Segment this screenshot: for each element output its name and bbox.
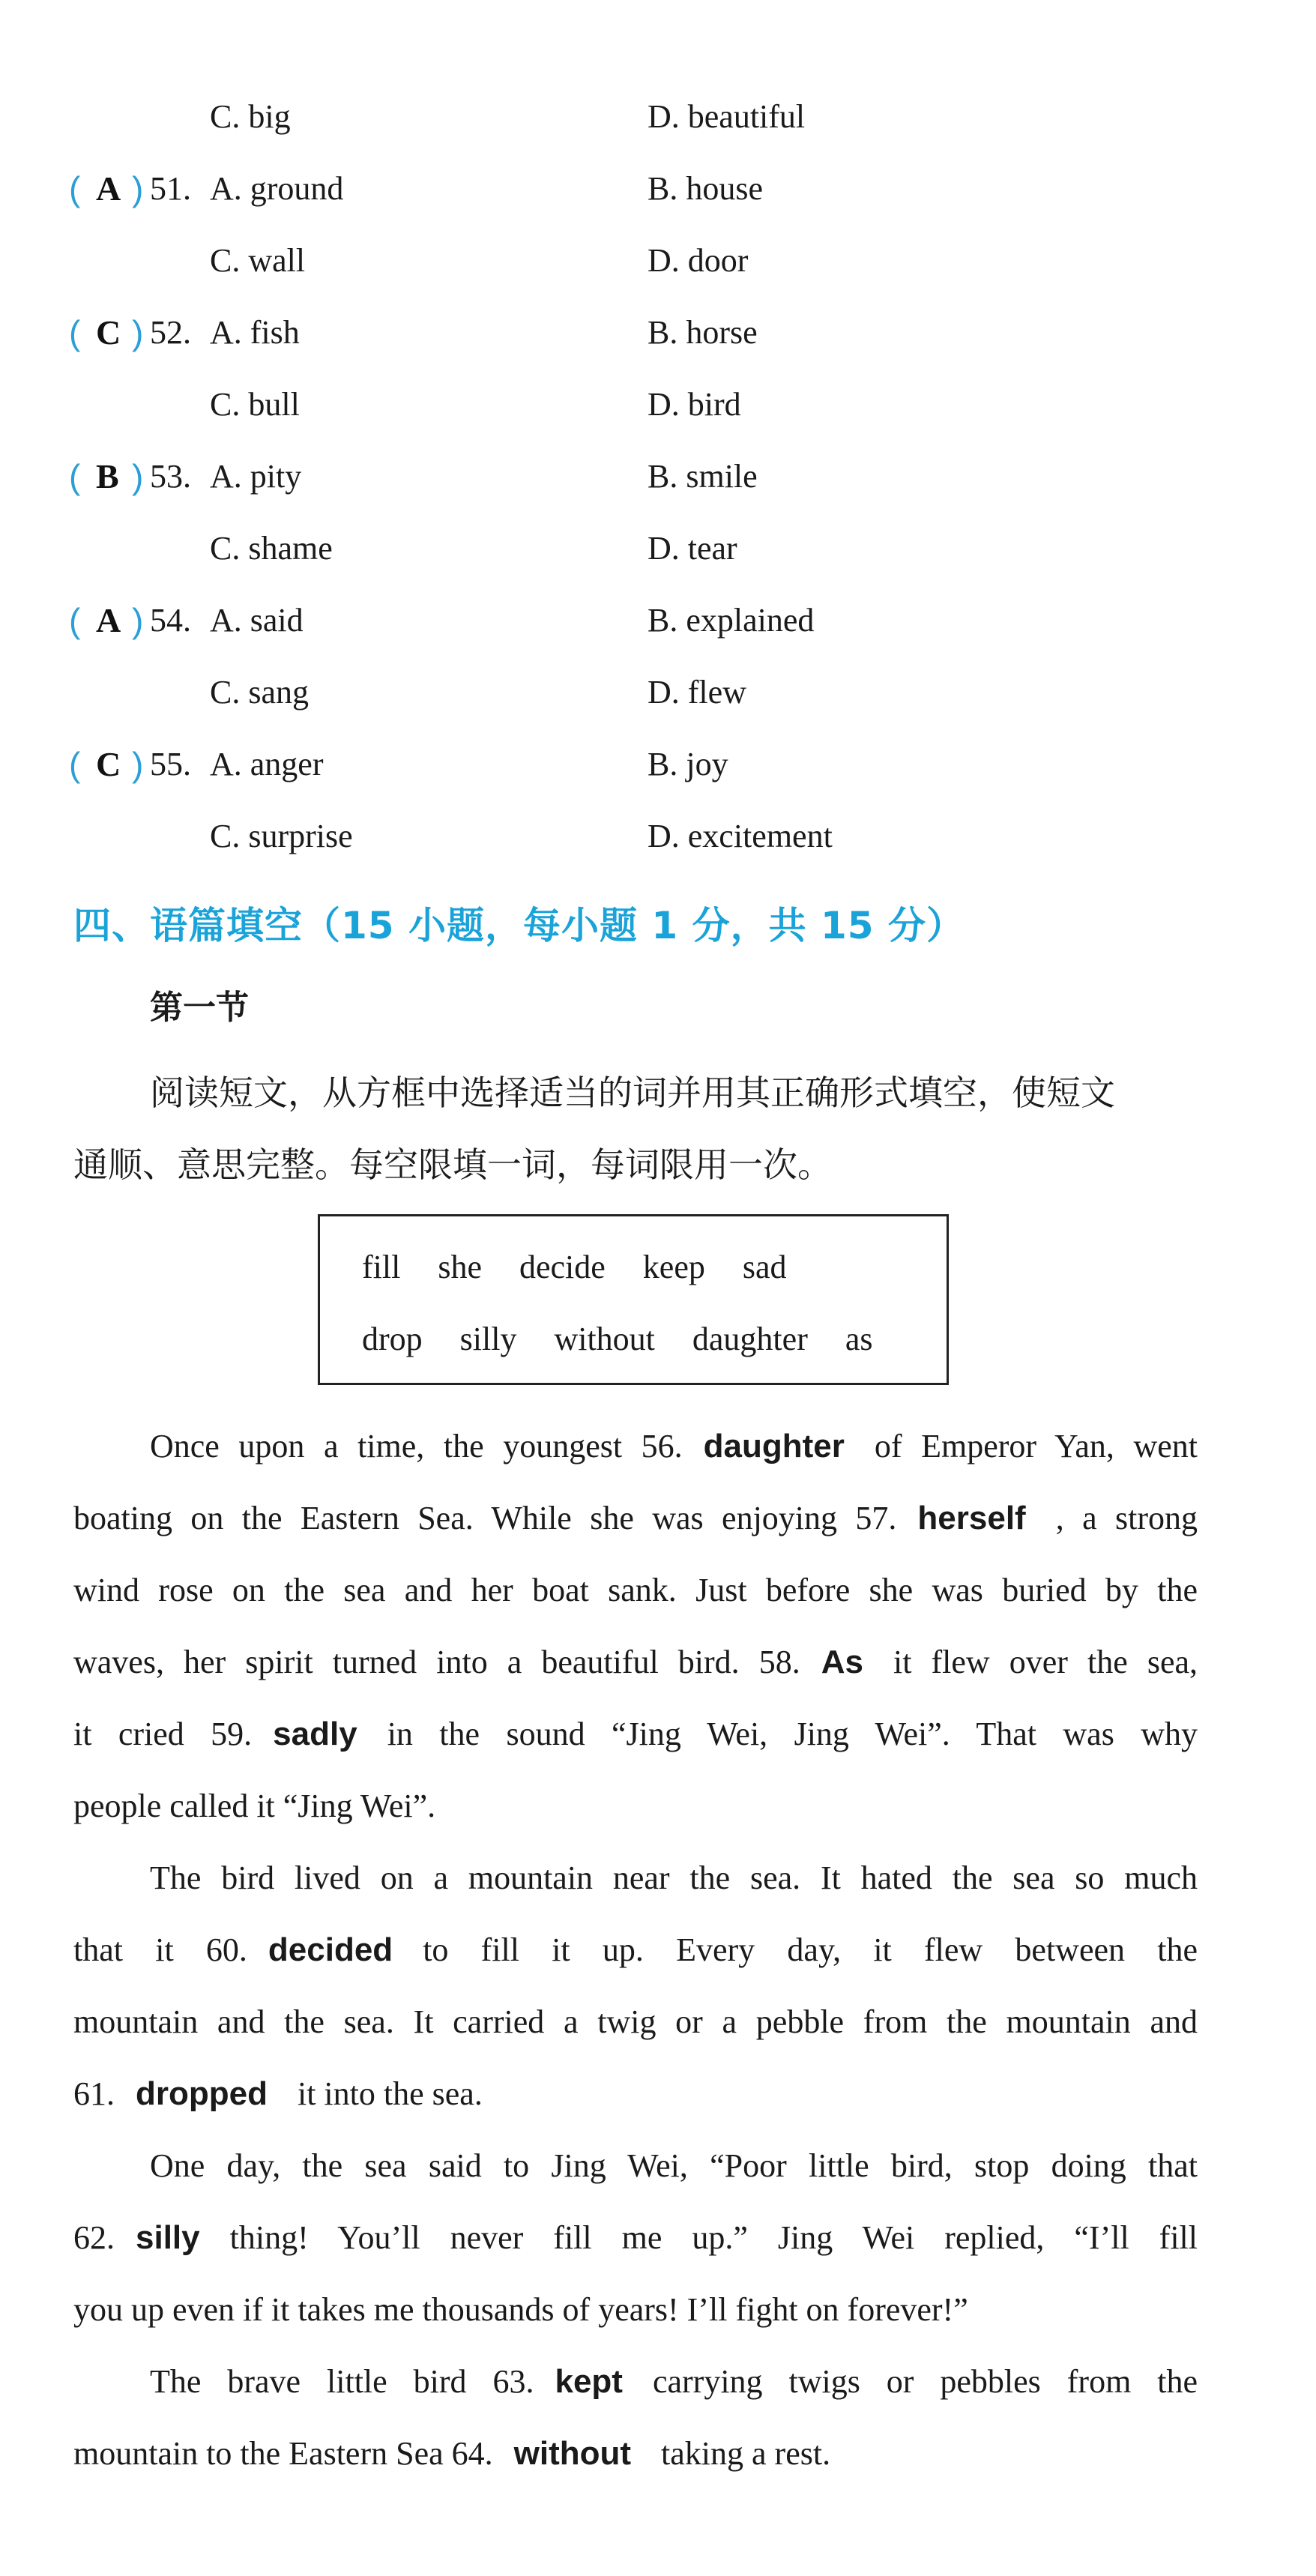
option-left: C. bull: [210, 386, 300, 423]
question-number: 53.: [150, 458, 191, 495]
passage-line: wind rose on the sea and her boat sank. Just before she was buried by the: [73, 1572, 1198, 1608]
option-left: A. said: [210, 602, 304, 639]
blank-answer: herself: [917, 1500, 1026, 1536]
mc-row: [0, 297, 1316, 369]
answer-bracket-open: (: [69, 745, 81, 784]
passage-text: , a strong: [1055, 1500, 1198, 1536]
word-box-row-1: [362, 1245, 824, 1290]
option-left: C. wall: [210, 242, 306, 279]
word-as: as: [845, 1321, 873, 1357]
passage-text: it flew over the sea,: [893, 1644, 1198, 1680]
passage-line: [73, 1914, 1198, 1986]
blank-answer: As: [821, 1644, 863, 1680]
blank-answer: without: [513, 2435, 632, 2472]
mc-row: [0, 369, 1316, 441]
mc-row: [0, 441, 1316, 513]
blank-answer: decided: [268, 1931, 393, 1968]
instruction-line-1: 阅读短文，从方框中选择适当的词并用其正确形式填空，使短文: [150, 1073, 1115, 1113]
option-right: D. beautiful: [648, 98, 806, 135]
passage-text: The brave little bird 63.: [150, 2363, 534, 2400]
passage-text: Once upon a time, the youngest 56.: [150, 1428, 683, 1465]
instruction-line-2: 通顺、意思完整。每空限填一词，每词限用一次。: [73, 1144, 832, 1185]
answer-bracket-close: ): [132, 457, 144, 496]
answer-bracket-close: ): [132, 601, 144, 640]
option-right: D. bird: [648, 386, 741, 423]
blank-answer: daughter: [703, 1428, 845, 1465]
blank-answer: sadly: [273, 1716, 357, 1752]
passage-line: The bird lived on a mountain near the sea. It hated the sea so much: [150, 1859, 1198, 1896]
word-without: without: [554, 1321, 655, 1357]
answer-bracket-open: (: [69, 169, 81, 208]
passage-text: of Emperor Yan, went: [874, 1428, 1198, 1465]
passage-line: One day, the sea said to Jing Wei, “Poor little bird, stop doing that: [150, 2147, 1198, 2184]
option-left: A. pity: [210, 458, 302, 495]
mc-row: [0, 657, 1316, 729]
passage-text: mountain to the Eastern Sea 64.: [73, 2435, 493, 2472]
passage-line: you up even if it takes me thousands of years! I’ll fight on forever!”: [73, 2291, 968, 2328]
word-daughter: daughter: [692, 1321, 808, 1357]
passage-text: waves, her spirit turned into a beautiful bird. 58.: [73, 1644, 800, 1680]
word-box-row-2: [362, 1317, 873, 1362]
passage-line: people called it “Jing Wei”.: [73, 1788, 436, 1824]
answer-letter: A: [96, 169, 121, 208]
passage-line: [150, 2346, 1198, 2418]
answer-letter: A: [96, 601, 121, 639]
option-right: B. joy: [648, 746, 728, 782]
word-keep: keep: [642, 1249, 705, 1285]
passage-text: 61.: [73, 2075, 115, 2112]
passage-text: carrying twigs or pebbles from the: [652, 2363, 1198, 2400]
question-number: 54.: [150, 602, 191, 639]
mc-row: [0, 729, 1316, 800]
mc-row: [0, 153, 1316, 225]
option-right: B. horse: [648, 314, 758, 351]
mc-row: [0, 225, 1316, 297]
option-right: B. smile: [648, 458, 758, 495]
question-number: 52.: [150, 314, 191, 351]
option-right: B. explained: [648, 602, 815, 639]
mc-row: [0, 81, 1316, 153]
option-right: D. flew: [648, 674, 746, 711]
passage-text: it cried 59.: [73, 1716, 253, 1752]
passage-line: [73, 1626, 1198, 1698]
word-box: [318, 1214, 949, 1385]
answer-letter: B: [96, 457, 119, 495]
section-title: 四、语篇填空（15 小题，每小题 1 分，共 15 分）: [73, 904, 965, 947]
option-left: A. ground: [210, 170, 344, 207]
option-left: A. fish: [210, 314, 300, 351]
mc-row: [0, 800, 1316, 872]
passage-line: [150, 1411, 1198, 1482]
option-right: B. house: [648, 170, 763, 207]
passage-text: taking a rest.: [661, 2435, 831, 2472]
blank-answer: kept: [555, 2363, 623, 2400]
word-she: she: [438, 1249, 482, 1285]
option-right: D. excitement: [648, 818, 833, 854]
subsection-title: 第一节: [150, 989, 249, 1027]
answer-bracket-close: ): [132, 169, 144, 208]
passage-text: to fill it up. Every day, it flew between the: [423, 1931, 1198, 1968]
answer-bracket-open: (: [69, 457, 81, 496]
blank-answer: dropped: [136, 2075, 268, 2112]
option-left: C. shame: [210, 530, 333, 567]
passage-line: [73, 2058, 1198, 2130]
option-left: C. big: [210, 98, 291, 135]
passage-line: [73, 2202, 1198, 2274]
word-fill: fill: [362, 1249, 401, 1285]
option-left: C. surprise: [210, 818, 353, 854]
passage-line: [73, 1698, 1198, 1770]
answer-bracket-open: (: [69, 313, 81, 352]
option-right: D. tear: [648, 530, 737, 567]
question-number: 55.: [150, 746, 191, 782]
passage-line: mountain and the sea. It carried a twig or a pebble from the mountain and: [73, 2003, 1198, 2040]
passage-text: it into the sea.: [297, 2075, 483, 2112]
mc-row: [0, 513, 1316, 585]
answer-bracket-close: ): [132, 745, 144, 784]
answer-bracket-open: (: [69, 601, 81, 640]
passage-line: [73, 1482, 1198, 1554]
answer-letter: C: [96, 745, 121, 783]
option-left: A. anger: [210, 746, 324, 782]
passage-text: thing! You’ll never fill me up.” Jing Wei replied, “I’ll fill: [229, 2219, 1198, 2256]
option-left: C. sang: [210, 674, 309, 711]
question-number: 51.: [150, 170, 191, 207]
option-right: D. door: [648, 242, 749, 279]
word-decide: decide: [519, 1249, 606, 1285]
answer-letter: C: [96, 313, 121, 352]
passage-text: that it 60.: [73, 1931, 247, 1968]
blank-answer: silly: [136, 2219, 200, 2256]
passage-text: 62.: [73, 2219, 115, 2256]
passage-text: boating on the Eastern Sea. While she was enjoying 57.: [73, 1500, 897, 1536]
mc-row: [0, 585, 1316, 657]
passage-text: in the sound “Jing Wei, Jing Wei”. That was why: [387, 1716, 1198, 1752]
word-drop: drop: [362, 1321, 423, 1357]
word-sad: sad: [742, 1249, 787, 1285]
answer-bracket-close: ): [132, 313, 144, 352]
word-silly: silly: [459, 1321, 517, 1357]
passage-line: [73, 2418, 1198, 2490]
